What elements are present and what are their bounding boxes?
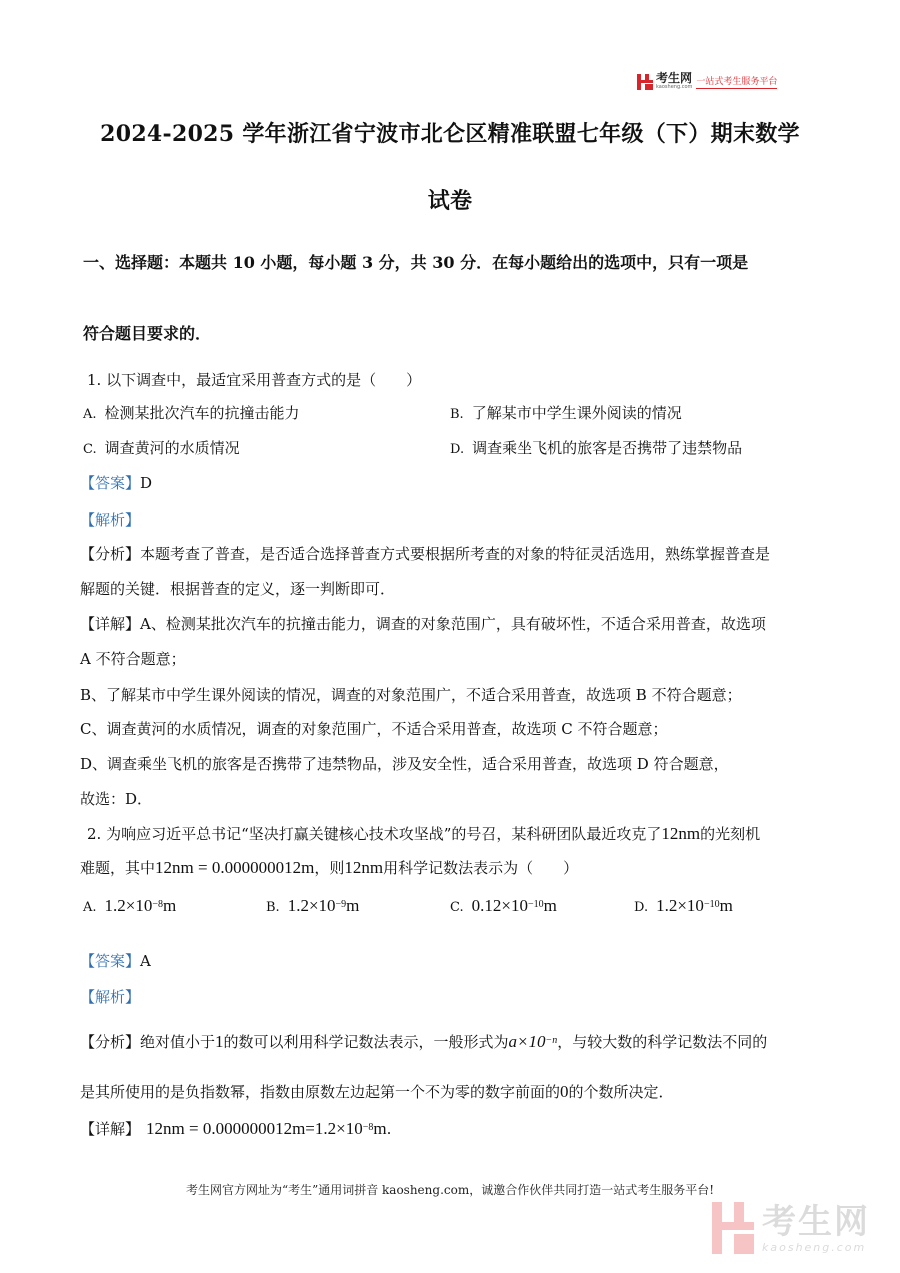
- answer-value: A: [140, 952, 151, 970]
- fenxi-text: 是其所使用的是负指数幂，指数由原数左边起第一个不为零的数字前面的: [80, 1083, 561, 1101]
- logo-name: 考生网: [656, 71, 693, 85]
- section-heading-line2: 符合题目要求的．: [83, 324, 212, 343]
- q1-fenxi-line1: [80, 543, 770, 564]
- kaosheng-logo-icon: [637, 74, 653, 90]
- q2-math-12nm: 12nm: [344, 858, 384, 877]
- option-exponent: −10: [527, 899, 544, 910]
- option-text: 调查乘坐飞机的旅客是否携带了违禁物品: [472, 439, 743, 457]
- option-unit: m: [543, 896, 557, 915]
- header-logo: [637, 73, 777, 90]
- q1-detail-line3: B、了解某市中学生课外阅读的情况，调查的对象范围广，不适合采用普查，故选项 B 不符合题意；: [80, 686, 742, 704]
- fenxi-text: 绝对值小于: [140, 1033, 216, 1051]
- option-text: 了解某市中学生课外阅读的情况: [471, 404, 682, 422]
- section-heading-line1: 一、选择题：本题共 10 小题，每小题 3 分，共 30 分．在每小题给出的选项中，只有一项是: [83, 253, 749, 272]
- formula-base: a×10: [508, 1032, 546, 1051]
- q2-stem-line1: [87, 823, 760, 844]
- detail-end: .: [386, 1120, 392, 1138]
- q1-fenxi-line2: 解题的关键．根据普查的定义，逐一判断即可．: [80, 580, 396, 598]
- q2-option-d: [634, 896, 733, 916]
- detail-text: A、检测某批次汽车的抗撞击能力，调查的对象范围广，具有破坏性，不适合采用普查，故选项: [140, 615, 766, 633]
- footer-text: 考生网官方网址为“考生”通用词拼音 kaosheng.com，诚邀合作伙伴共同打造一站式考生服务平台!: [185, 1183, 715, 1197]
- detail-formula: 12nm = 0.000000012m=1.2×10: [146, 1119, 363, 1138]
- fenxi-text: ，与较大数的科学记数法不同的: [557, 1033, 768, 1051]
- fenxi-text: 本题考查了普查，是否适合选择普查方式要根据所考查的对象的特征灵活选用，熟练掌握普查是: [140, 545, 771, 563]
- q2-math-12nm: 12nm: [661, 824, 701, 843]
- option-letter: C.: [450, 900, 464, 915]
- answer-tag: 【答案】: [80, 952, 141, 970]
- fenxi-text: 的个数所决定．: [568, 1083, 674, 1101]
- q2-stem-text: 用科学记数法表示为（ ）: [383, 859, 579, 877]
- q1-detail-line2: A 不符合题意；: [80, 650, 186, 668]
- option-exponent: −10: [703, 899, 720, 910]
- q2-stem-text: 的光刻机: [700, 825, 761, 843]
- q2-answer: [80, 950, 151, 971]
- option-letter: C.: [83, 442, 97, 457]
- option-base: 0.12×10: [471, 896, 528, 915]
- option-exponent: −8: [152, 899, 164, 910]
- q1-detail-line1: [80, 613, 766, 634]
- option-letter: B.: [450, 407, 464, 422]
- q2-stem-text: 难题，其中: [80, 859, 156, 877]
- q2-math-equation: 12nm = 0.000000012m: [155, 858, 315, 877]
- page-title-line2: 试卷: [427, 188, 473, 214]
- option-letter: A.: [83, 900, 97, 915]
- fenxi-text: 的数可以利用科学记数法表示，一般形式为: [223, 1033, 509, 1051]
- fenxi-number: 1: [215, 1032, 224, 1051]
- formula-exponent: −n: [545, 1035, 558, 1046]
- q2-detail: [80, 1118, 391, 1139]
- answer-tag: 【答案】: [80, 474, 141, 492]
- q2-analysis-tag: 【解析】: [80, 988, 141, 1006]
- q2-option-a: [83, 896, 176, 916]
- detail-unit: m: [373, 1119, 387, 1138]
- logo-slogan: 一站式考生服务平台: [696, 74, 777, 89]
- watermark-url: kaosheng.com: [762, 1240, 867, 1254]
- option-unit: m: [346, 896, 360, 915]
- fenxi-tag: 【分析】: [80, 1033, 141, 1051]
- q2-fenxi-line2: [80, 1081, 674, 1102]
- option-letter: B.: [266, 900, 280, 915]
- q1-option-b: [450, 402, 682, 423]
- q2-option-b: [266, 896, 359, 916]
- q1-answer: [80, 472, 152, 493]
- option-base: 1.2×10: [104, 896, 153, 915]
- watermark: [712, 1202, 870, 1254]
- option-base: 1.2×10: [656, 896, 704, 915]
- logo-url: kaosheng.com: [656, 84, 693, 90]
- option-unit: m: [719, 896, 733, 915]
- detail-tag: 【详解】: [80, 615, 141, 633]
- option-exponent: −9: [335, 899, 347, 910]
- q1-detail-line5: D、调查乘坐飞机的旅客是否携带了违禁物品，涉及安全性，适合采用普查，故选项 D 符合题意，: [80, 755, 729, 773]
- option-letter: A.: [83, 407, 97, 422]
- page-title-line1: 2024-2025 学年浙江省宁波市北仑区精准联盟七年级（下）期末数学: [100, 121, 800, 147]
- detail-exponent: −8: [362, 1122, 374, 1133]
- watermark-logo-icon: [712, 1202, 754, 1254]
- q2-fenxi-line1: [80, 1031, 767, 1052]
- q1-detail-line6: 故选：D．: [80, 790, 153, 808]
- option-letter: D.: [634, 900, 649, 915]
- q1-option-d: [450, 437, 742, 458]
- option-text: 调查黄河的水质情况: [104, 439, 240, 457]
- q2-stem-text: 2. 为响应习近平总书记“坚决打赢关键核心技术攻坚战”的号召，某科研团队最近攻克了: [87, 825, 662, 843]
- answer-value: D: [140, 474, 153, 492]
- q1-option-a: [83, 402, 300, 423]
- option-text: 检测某批次汽车的抗撞击能力: [104, 404, 300, 422]
- q2-stem-line2: [80, 857, 578, 878]
- q1-analysis-tag: 【解析】: [80, 511, 141, 529]
- q2-option-c: [450, 896, 557, 916]
- option-letter: D.: [450, 442, 465, 457]
- q1-option-c: [83, 437, 240, 458]
- watermark-name: 考生网: [762, 1201, 870, 1242]
- detail-tag: 【详解】: [80, 1120, 141, 1138]
- q1-stem: 1. 以下调查中，最适宜采用普查方式的是（ ）: [87, 371, 422, 389]
- option-base: 1.2×10: [287, 896, 336, 915]
- q2-stem-text: ，则: [314, 859, 345, 877]
- option-unit: m: [163, 896, 177, 915]
- fenxi-tag: 【分析】: [80, 545, 141, 563]
- fenxi-number: 0: [560, 1082, 569, 1101]
- q1-detail-line4: C、调查黄河的水质情况，调查的对象范围广，不适合采用普查，故选项 C 不符合题意；: [80, 720, 668, 738]
